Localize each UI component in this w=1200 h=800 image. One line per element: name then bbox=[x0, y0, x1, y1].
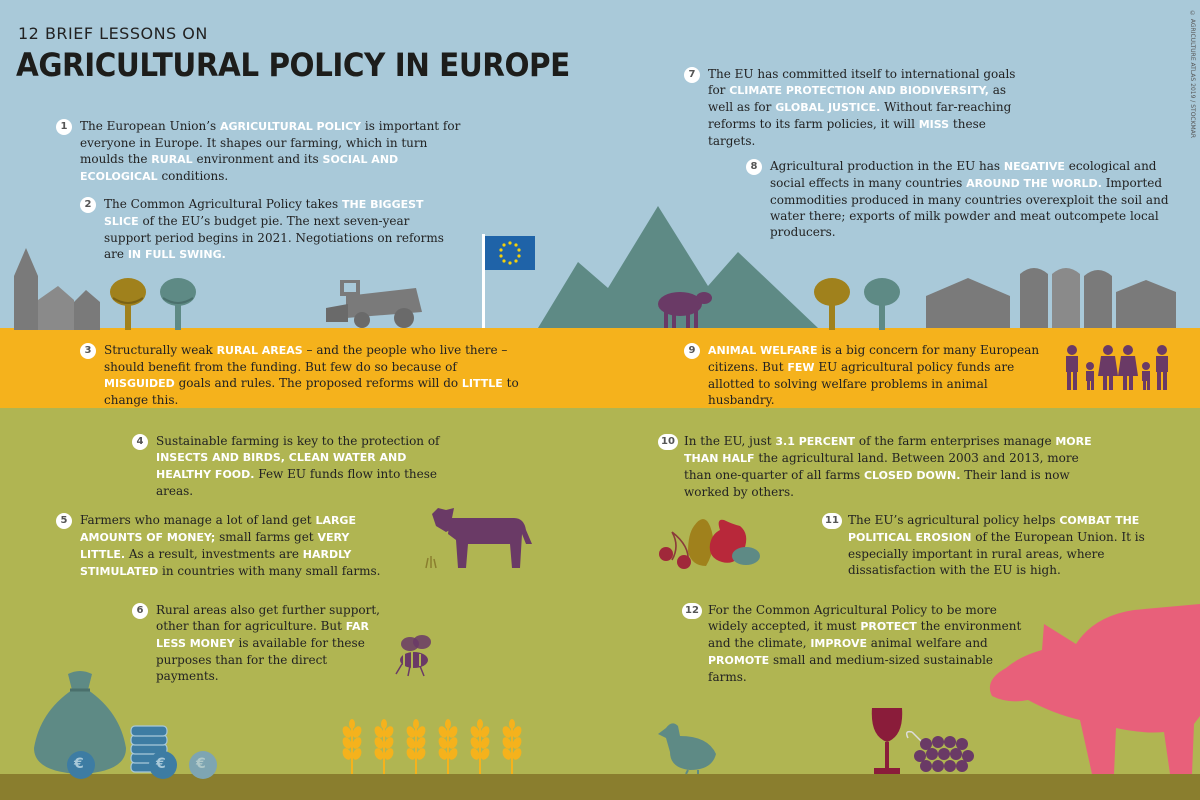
church-icon bbox=[14, 248, 104, 330]
ground-band bbox=[0, 774, 1200, 800]
lesson-text: as well as for bbox=[708, 83, 1007, 114]
highlight-text: MISGUIDED bbox=[104, 377, 175, 390]
family-icon bbox=[1062, 344, 1172, 390]
lesson-5 bbox=[80, 512, 398, 580]
highlight-text: AROUND THE WORLD. bbox=[966, 177, 1102, 190]
lesson-text: ecological and social effects in many countries bbox=[770, 159, 1157, 190]
coin-euro-sign: € bbox=[74, 756, 84, 772]
tree-icon bbox=[108, 274, 148, 330]
lesson-number-7: 7 bbox=[684, 67, 700, 83]
factory-icon bbox=[926, 278, 1010, 328]
lesson-number-8: 8 bbox=[746, 159, 762, 175]
highlight-text: CLOSED DOWN. bbox=[863, 469, 961, 482]
highlight-text: RURAL AREAS bbox=[216, 344, 303, 357]
highlight-text: FAR LESS MONEY bbox=[156, 620, 370, 650]
lesson-text: Rural areas also get further support, other than for agriculture. But bbox=[156, 603, 380, 633]
lesson-4 bbox=[156, 433, 446, 499]
lesson-text: to change this. bbox=[104, 376, 519, 407]
lesson-1 bbox=[80, 118, 475, 185]
highlight-text: MORE THAN HALF bbox=[684, 435, 1092, 465]
lesson-text: The EU’s agricultural policy helps bbox=[848, 513, 1060, 527]
wheat-icon bbox=[340, 720, 540, 774]
highlight-text: PROMOTE bbox=[708, 654, 770, 667]
highlight-text: HARDLY STIMULATED bbox=[80, 548, 352, 578]
highlight-text: RURAL bbox=[151, 153, 193, 166]
highlight-text: SOCIAL AND ECOLOGICAL bbox=[80, 153, 399, 183]
highlight-text: 3.1 PERCENT bbox=[775, 435, 856, 448]
silo-icon bbox=[1018, 262, 1178, 328]
highlight-text: AGRICULTURAL POLICY bbox=[220, 120, 362, 133]
coin-euro-sign: € bbox=[156, 756, 166, 772]
tree-icon bbox=[862, 274, 902, 330]
highlight-text: IN FULL SWING. bbox=[127, 248, 226, 261]
eu-flag-icon bbox=[480, 234, 536, 328]
lesson-text: – and the people who live there – should benefit from the funding. But few do so because of bbox=[104, 343, 508, 374]
lesson-text: these targets. bbox=[708, 117, 986, 148]
lesson-12 bbox=[708, 602, 1026, 685]
lesson-text: is available for these purposes than for the direct payments. bbox=[156, 636, 365, 683]
combine-harvester-icon bbox=[326, 278, 426, 328]
highlight-text: FEW bbox=[787, 361, 815, 374]
coin-euro-sign: € bbox=[196, 756, 206, 772]
highlight-text: ANIMAL WELFARE bbox=[708, 344, 818, 357]
highlight-text: GLOBAL JUSTICE. bbox=[775, 101, 881, 114]
quail-icon bbox=[656, 718, 718, 774]
lesson-text: Few EU funds flow into these areas. bbox=[156, 467, 438, 498]
grapes-icon bbox=[902, 730, 978, 778]
lesson-10 bbox=[684, 433, 1104, 500]
lesson-text: Agricultural production in the EU has bbox=[770, 159, 1004, 173]
highlight-text: LITTLE bbox=[461, 377, 503, 390]
lesson-text: The Common Agricultural Policy takes bbox=[104, 197, 343, 211]
lesson-text: Sustainable farming is key to the protection of bbox=[156, 434, 440, 448]
highlight-text: IMPROVE bbox=[810, 637, 867, 650]
lesson-number-9: 9 bbox=[684, 343, 700, 359]
lesson-text: the environment and the climate, bbox=[708, 619, 1022, 650]
lesson-text: is a big concern for many European citizens. But bbox=[708, 343, 1040, 374]
lesson-text: of the EU’s budget pie. The next seven-year support period begins in 2021. Negotiations on reforms are bbox=[104, 214, 444, 261]
lesson-number-5: 5 bbox=[56, 513, 72, 529]
highlight-text: NEGATIVE bbox=[1003, 160, 1065, 173]
lesson-text: the agricultural land. Between 2003 and 2013, more than one-quarter of all farms bbox=[684, 451, 1079, 482]
lesson-8 bbox=[770, 158, 1170, 240]
lesson-text: For the Common Agricultural Policy to be more widely accepted, it must bbox=[708, 603, 997, 633]
highlight-text: INSECTS AND BIRDS, CLEAN WATER AND HEALTHY FOOD. bbox=[156, 451, 407, 481]
lesson-text: As a result, investments are bbox=[125, 547, 303, 561]
lesson-text: Without far-reaching reforms to its farm policies, it will bbox=[708, 100, 1012, 131]
lesson-text: small and medium-sized sustainable farms. bbox=[708, 653, 994, 684]
grass-icon bbox=[424, 556, 438, 568]
highlight-text: THE BIGGEST SLICE bbox=[104, 198, 424, 228]
lesson-text: animal welfare and bbox=[866, 636, 988, 650]
page-kicker: 12 BRIEF LESSONS ON bbox=[18, 24, 208, 43]
lesson-number-12: 12 bbox=[682, 603, 702, 619]
credit-line: © AGRICULTURE ATLAS 2019 / STOCKMAR bbox=[1189, 10, 1196, 138]
lesson-text: of the European Union. It is especially important in rural areas, where dissatisfaction with the EU is high. bbox=[848, 530, 1145, 577]
cow-icon bbox=[432, 504, 536, 568]
lesson-text: Imported commodities produced in many countries overexploit the soil and water there; exports of milk powder and meat outcompete local producers. bbox=[770, 176, 1169, 239]
lesson-number-4: 4 bbox=[132, 434, 148, 450]
fruit-icon bbox=[654, 512, 766, 572]
lesson-number-6: 6 bbox=[132, 603, 148, 619]
lesson-text: small farms get bbox=[215, 530, 318, 544]
lesson-number-3: 3 bbox=[80, 343, 96, 359]
lesson-text: Their land is now worked by others. bbox=[684, 468, 1070, 499]
highlight-text: LARGE AMOUNTS OF MONEY; bbox=[80, 514, 356, 544]
lesson-number-11: 11 bbox=[822, 513, 842, 529]
lesson-text: goals and rules. The proposed reforms will do bbox=[174, 376, 462, 390]
lesson-9 bbox=[708, 342, 1048, 408]
tree-icon bbox=[812, 274, 852, 330]
highlight-text: CLIMATE PROTECTION AND BIODIVERSITY, bbox=[729, 84, 989, 97]
wine-glass-icon bbox=[870, 708, 904, 776]
lesson-number-2: 2 bbox=[80, 197, 96, 213]
lesson-number-10: 10 bbox=[658, 434, 678, 450]
sheep-icon bbox=[656, 288, 714, 328]
highlight-text: PROTECT bbox=[860, 620, 917, 633]
lesson-number-1: 1 bbox=[56, 119, 72, 135]
highlight-text: MISS bbox=[918, 118, 950, 131]
lesson-text: In the EU, just bbox=[684, 434, 776, 448]
lesson-text: Farmers who manage a lot of land get bbox=[80, 513, 316, 527]
lesson-text: EU agricultural policy funds are allotted to solving welfare problems in animal husbandry. bbox=[708, 360, 1015, 407]
lesson-text: Structurally weak bbox=[104, 343, 217, 357]
lesson-text: in countries with many small farms. bbox=[158, 564, 381, 578]
lesson-6 bbox=[156, 602, 388, 684]
lesson-2 bbox=[104, 196, 446, 263]
bee-icon bbox=[390, 634, 440, 676]
highlight-text: COMBAT THE POLITICAL EROSION bbox=[848, 514, 1140, 544]
lesson-text: is important for everyone in Europe. It shapes our farming, which in turn moulds the bbox=[80, 119, 461, 166]
lesson-11 bbox=[848, 512, 1148, 578]
lesson-7 bbox=[708, 66, 1018, 149]
lesson-3 bbox=[104, 342, 524, 408]
page-title: AGRICULTURAL POLICY IN EUROPE bbox=[16, 46, 570, 84]
lesson-text: conditions. bbox=[157, 169, 229, 183]
lesson-text: The European Union’s bbox=[80, 119, 220, 133]
lesson-text: environment and its bbox=[192, 152, 323, 166]
tree-icon bbox=[158, 274, 198, 330]
highlight-text: VERY LITTLE. bbox=[80, 531, 350, 561]
lesson-text: of the farm enterprises manage bbox=[855, 434, 1056, 448]
lesson-text: The EU has committed itself to international goals for bbox=[708, 67, 1016, 97]
